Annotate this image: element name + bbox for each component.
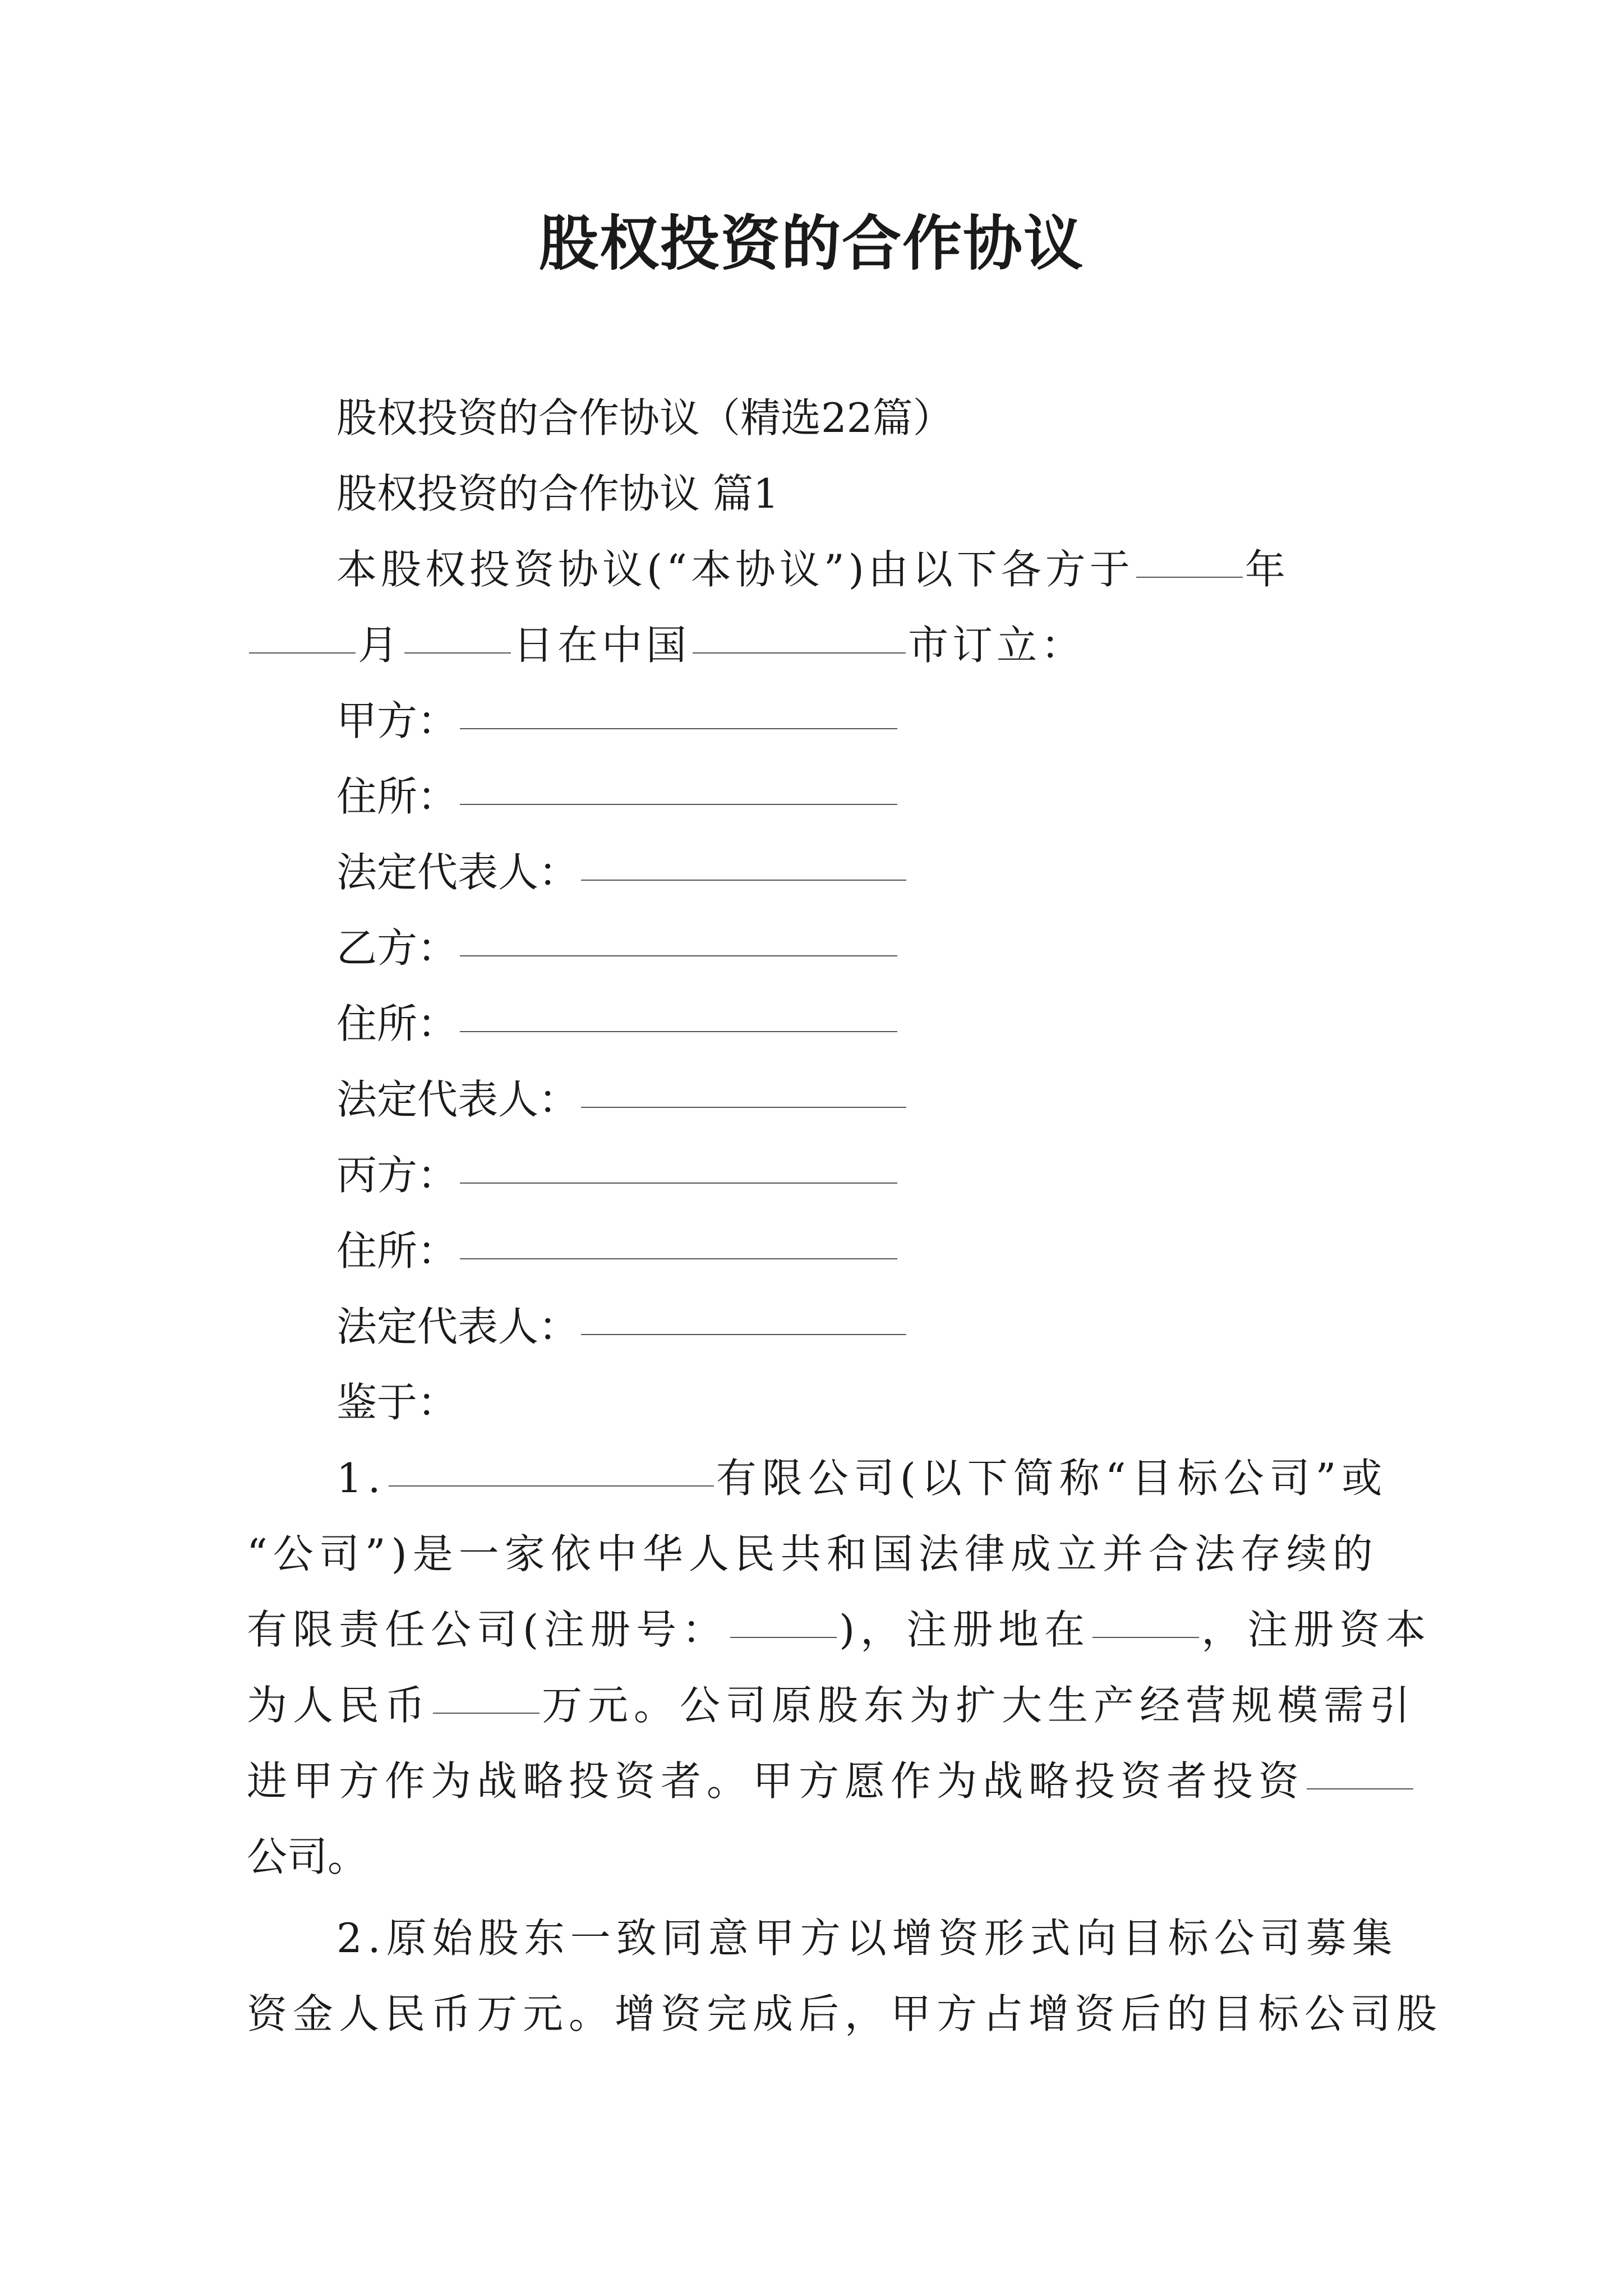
whereas-line: 鉴于： [336, 1379, 458, 1426]
year-blank [1136, 577, 1243, 578]
address-2-label: 住所： [336, 1000, 458, 1047]
address-1-line [336, 766, 1481, 827]
address-2-blank [460, 1031, 897, 1032]
company-name-blank [389, 1485, 714, 1487]
item1-text-c3: ，注册资本 [1201, 1606, 1432, 1653]
item1-text-e: 进甲方作为战略投资者。甲方愿作为战略投资者投资 [247, 1757, 1305, 1805]
year-label: 年 [1244, 546, 1289, 593]
item1-number: 1. [336, 1455, 386, 1502]
item1-line-3 [247, 1599, 1432, 1660]
item1-line-1 [336, 1447, 1481, 1509]
rep-1-blank [581, 880, 906, 881]
item1-text-c1: 有限责任公司(注册号： [247, 1606, 728, 1653]
reg-number-blank [730, 1637, 837, 1638]
item2-line-2: 资金人民币万元。增资完成后，甲方占增资后的目标公司股 [247, 1990, 1443, 2037]
intro-text: 本股权投资协议(“本协议”)由以下各方于 [336, 546, 1134, 593]
item1-line-2: “公司”)是一家依中华人民共和国法律成立并合法存续的 [247, 1530, 1378, 1577]
rep-2-line [336, 1069, 1481, 1130]
item1-line-6: 公司。 [247, 1833, 368, 1880]
city-label: 市订立： [908, 622, 1086, 669]
party-a-line [336, 690, 1481, 752]
party-c-blank [460, 1182, 897, 1184]
party-a-label: 甲方： [336, 697, 458, 744]
party-b-label: 乙方： [336, 924, 458, 972]
item1-text-a: 有限公司(以下简称“目标公司”或 [716, 1455, 1388, 1502]
capital-blank [433, 1713, 540, 1714]
intro-line-1 [336, 539, 1481, 600]
item1-line-5 [247, 1750, 1391, 1812]
address-1-blank [460, 804, 897, 805]
intro-line-2 [247, 614, 1391, 676]
item1-text-d2: 万元。公司原股东为扩大生产经营规模需引 [542, 1682, 1416, 1729]
rep-3-label: 法定代表人： [336, 1303, 579, 1350]
item1-text-c2: )，注册地在 [839, 1606, 1091, 1653]
day-label: 日在中国 [513, 622, 691, 669]
month-label: 月 [358, 622, 403, 669]
rep-3-line [336, 1296, 1481, 1358]
address-2-line [336, 993, 1481, 1055]
party-b-line [336, 917, 1481, 979]
reg-place-blank [1092, 1637, 1199, 1638]
address-1-label: 住所： [336, 773, 458, 820]
address-3-blank [460, 1258, 897, 1259]
address-3-line [336, 1220, 1481, 1282]
rep-2-label: 法定代表人： [336, 1076, 579, 1123]
item2-line-1: 2.原始股东一致同意甲方以增资形式向目标公司募集 [336, 1915, 1398, 1962]
city-blank [693, 652, 906, 654]
address-3-label: 住所： [336, 1227, 458, 1274]
party-c-label: 丙方： [336, 1152, 458, 1199]
party-b-blank [460, 955, 897, 956]
party-a-blank [460, 728, 897, 729]
item1-line-4 [247, 1674, 1416, 1736]
day-blank [404, 652, 511, 654]
subtitle-line: 股权投资的合作协议（精选22篇） [336, 394, 953, 441]
rep-1-line [336, 841, 1481, 903]
date-blank [249, 652, 356, 654]
rep-2-blank [581, 1107, 906, 1108]
heading-line: 股权投资的合作协议 篇1 [336, 470, 779, 517]
rep-3-blank [581, 1334, 906, 1335]
rep-1-label: 法定代表人： [336, 849, 579, 896]
document-title: 股权投资的合作协议 [539, 208, 1084, 278]
item1-text-d1: 为人民币 [247, 1682, 431, 1729]
party-c-line [336, 1144, 1481, 1206]
invest-target-blank [1307, 1788, 1413, 1789]
